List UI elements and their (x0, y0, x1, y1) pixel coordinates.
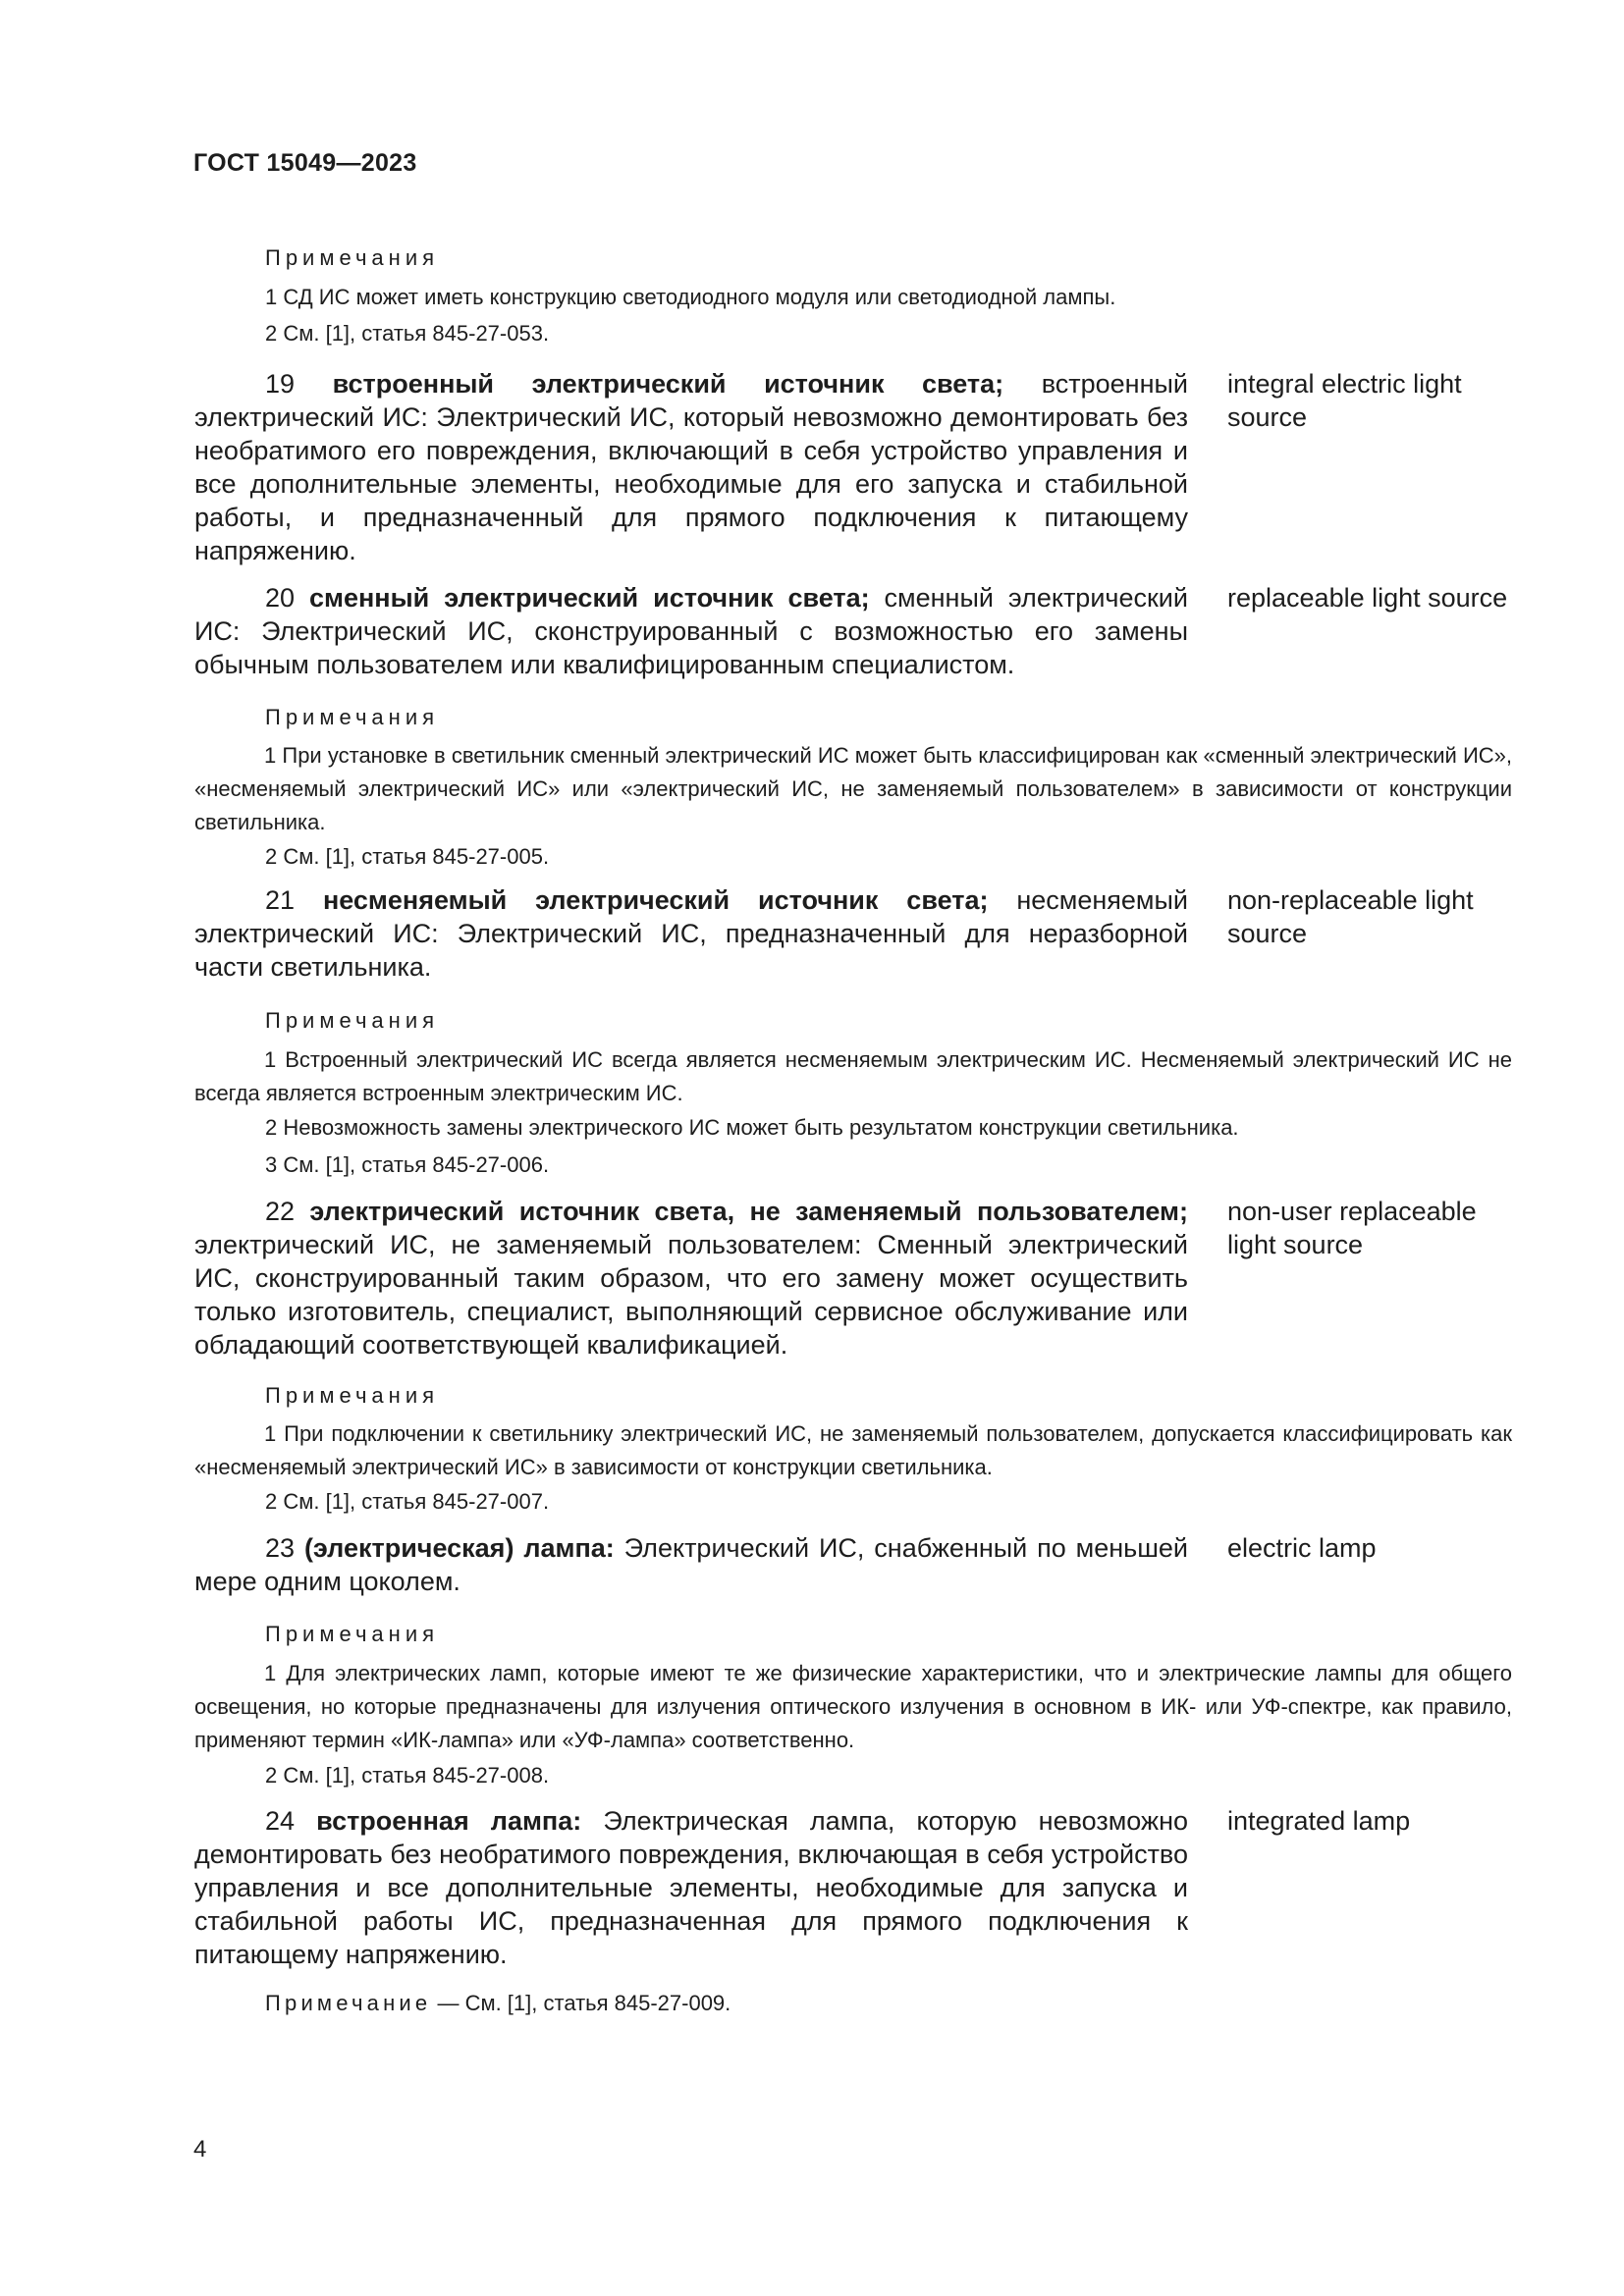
term-name: (электрическая) лампа: (303, 1533, 615, 1563)
term-text: Электрический ИС, снабженный по меньшей мере одним цоколем. (194, 1533, 1188, 1596)
term-number: 21 (265, 885, 323, 915)
term-number: 24 (265, 1806, 317, 1836)
term-name: встроенная лампа: (316, 1806, 582, 1836)
page-number: 4 (193, 2136, 207, 2163)
term-text: электрический ИС, не заменяемый пользователем: Сменный электрический ИС, сконструированный таким образом, что его замену может осуществить только изготовитель, специалист, выполняющий сервисное обслуживание или обладающий соответствующей квалификацией. (194, 1230, 1188, 1360)
term-text: сменный электрический ИС: Электрический ИС, сконструированный с возможностью его замены обычным пользователем или квалифицированным специалистом. (194, 583, 1188, 679)
term-20-definition (194, 581, 1188, 681)
note-text: 1 Встроенный электрический ИС всегда является несменяемым электрическим ИС. Несменяемый электрический ИС не всегда является встроенным электрическим ИС. (194, 1047, 1512, 1105)
term-name: встроенный электрический источник света; (332, 369, 1004, 399)
term-text: Электрическая лампа, которую невозможно демонтировать без необратимого повреждения, включающая в себя устройство управления и все дополнительные элементы, необходимые для запуска и стабильной работы ИС, предназначенная для прямого подключения к питающему напряжению. (194, 1806, 1188, 1969)
note-text: 1 При установке в светильник сменный электрический ИС может быть классифицирован как «сменный электрический ИС», «несменяемый электрический ИС» или «электрический ИС, не заменяемый пользователем» в зависимости от конструкции светильника. (194, 743, 1512, 834)
single-note (265, 1987, 731, 2020)
term-23-english: electric lamp (1227, 1533, 1377, 1563)
note-text: 1 При подключении к светильнику электрический ИС, не заменяемый пользователем, допускается классифицировать как «несменяемый электрический ИС» в зависимости от конструкции светильника. (194, 1421, 1512, 1479)
term-name: сменный электрический источник света; (308, 583, 870, 613)
note-text: 2 См. [1], статья 845-27-008. (265, 1763, 550, 1788)
notes-heading: Примечания (265, 1008, 440, 1033)
term-text: несменяемый электрический ИС: Электрический ИС, предназначенный для неразборной части светильника. (194, 885, 1188, 982)
term-name: несменяемый электрический источник света; (322, 885, 989, 915)
notes-heading: Примечания (265, 705, 440, 729)
term-20-english: replaceable light source (1227, 583, 1508, 613)
note-text: 3 См. [1], статья 845-27-006. (265, 1152, 550, 1177)
term-19-definition (194, 367, 1188, 567)
term-name: электрический источник света, не заменяемый пользователем; (309, 1197, 1188, 1226)
term-22-definition (194, 1195, 1188, 1362)
term-24-definition (194, 1804, 1188, 1971)
term-24-english: integrated lamp (1227, 1806, 1411, 1836)
notes-heading: Примечания (265, 245, 440, 270)
term-22-english: non-user replaceable light source (1227, 1197, 1477, 1259)
note-text: — См. [1], статья 845-27-009. (431, 1991, 731, 2015)
note-text: 2 См. [1], статья 845-27-005. (265, 844, 550, 869)
term-19-english: integral electric light source (1227, 369, 1462, 432)
term-number: 22 (265, 1197, 310, 1226)
notes-heading: Примечания (265, 1622, 440, 1646)
note-text: 2 Невозможность замены электрического ИС может быть результатом конструкции светильника. (265, 1115, 1239, 1140)
note-text: 2 См. [1], статья 845-27-007. (265, 1489, 550, 1514)
term-23-definition (194, 1531, 1188, 1598)
notes-heading: Примечания (265, 1383, 440, 1408)
note-heading: Примечание (265, 1991, 432, 2015)
term-text: встроенный электрический ИС: Электрический ИС, который невозможно демонтировать без необратимого его повреждения, включающий в себя устройство управления и все дополнительные элементы, необходимые для его запуска и стабильной работы, и предназначенный для прямого подключения к питающему напряжению. (194, 369, 1188, 565)
note-text: 1 Для электрических ламп, которые имеют те же физические характеристики, что и электрические лампы для общего освещения, но которые предназначены для излучения оптического излучения в основном в ИК- или УФ-спектре, как правило, применяют термин «ИК-лампа» или «УФ-лампа» соответственно. (194, 1661, 1512, 1752)
term-21-english: non-replaceable light source (1227, 885, 1474, 948)
term-number: 23 (265, 1533, 304, 1563)
note-text: 2 См. [1], статья 845-27-053. (265, 321, 550, 346)
note-text: 1 СД ИС может иметь конструкцию светодиодного модуля или светодиодной лампы. (265, 285, 1116, 309)
document-header: ГОСТ 15049—2023 (193, 149, 417, 177)
term-number: 20 (265, 583, 309, 613)
term-number: 19 (265, 369, 333, 399)
term-21-definition (194, 883, 1188, 984)
